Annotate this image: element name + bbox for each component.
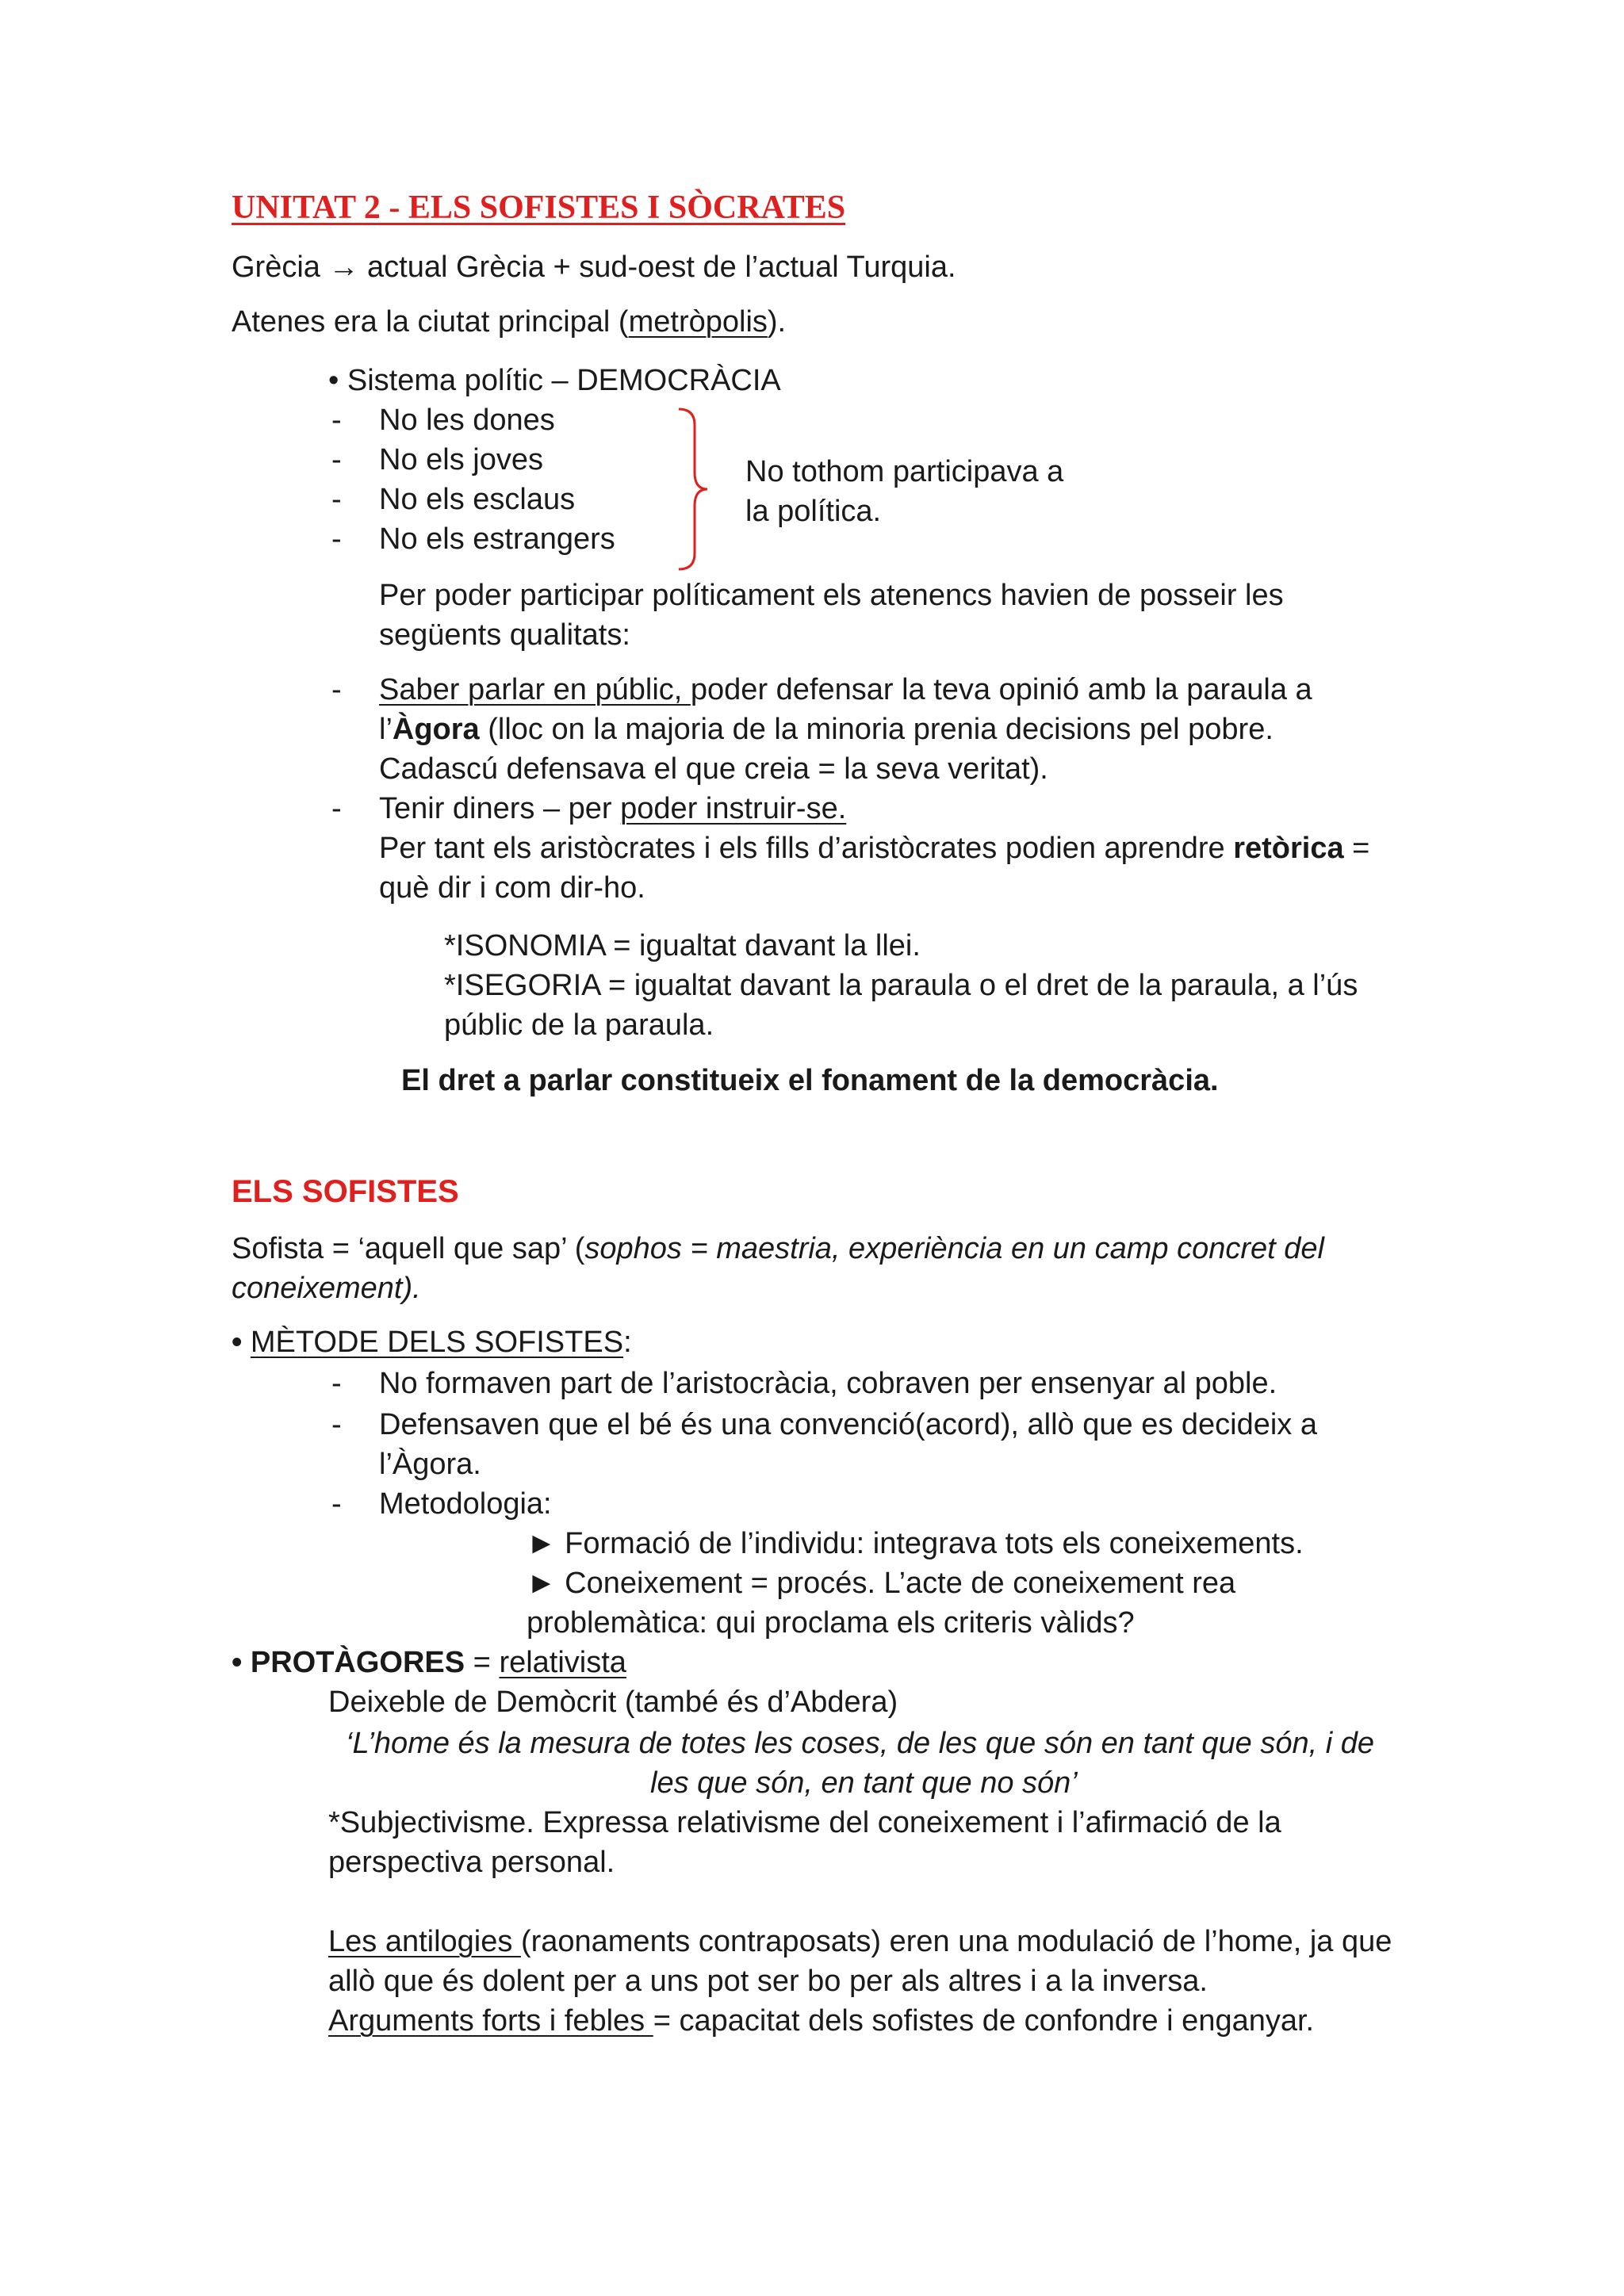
qualitat-1 (379, 670, 1312, 710)
metodologia-point (527, 1524, 1304, 1563)
text: = (465, 1646, 500, 1679)
paragraph: següents qualitats: (379, 618, 630, 652)
list-dash: - (331, 1367, 342, 1400)
text: Tenir diners – per (379, 792, 621, 825)
bold-term: • PROTÀGORES (232, 1646, 465, 1679)
text: Per tant els aristòcrates i els fills d’aristòcrates podien aprendre (379, 832, 1234, 865)
text: poder defensar la teva opinió amb la paraula a (690, 673, 1312, 706)
subjectivisme-line-2: perspectiva personal. (328, 1846, 615, 1879)
bold-term: Àgora (392, 713, 480, 746)
underlined-term: poder instruir-se. (620, 792, 847, 825)
list-item: No les dones (379, 404, 555, 437)
list-dash: - (331, 522, 342, 556)
dret-statement: El dret a parlar constitueix el fonament de la democràcia. (401, 1064, 1219, 1097)
underlined-term: Arguments forts i febles (328, 2004, 653, 2038)
list-item: No els estrangers (379, 522, 615, 556)
italic-text: sophos = maestria, experiència en un camp concret del (584, 1232, 1324, 1265)
underlined-term: relativista (499, 1646, 626, 1679)
curly-brace-icon (672, 406, 712, 572)
text: Sofista = ‘aquell que sap’ ( (232, 1232, 585, 1265)
intro-text: Grècia (232, 251, 329, 284)
metode-item: Defensaven que el bé és una convenció(acord), allò que es decideix a (379, 1408, 1317, 1441)
list-item: No els esclaus (379, 483, 576, 516)
section-heading-sofistes: ELS SOFISTES (232, 1174, 459, 1209)
metode-item-line-2: l’Àgora. (379, 1448, 481, 1481)
protagores-quote: ‘L’home és la mesura de totes les coses, de les que són en tant que són, i de (346, 1727, 1375, 1760)
text: l’ (379, 713, 393, 746)
arrow-right-icon: → (328, 251, 359, 284)
list-dash: - (331, 1408, 342, 1441)
protagores-heading (232, 1643, 626, 1682)
protagores-quote-line-2: les que són, en tant que no són’ (650, 1766, 1078, 1800)
list-dash: - (331, 673, 342, 706)
metodologia-point (527, 1563, 1235, 1603)
arguments-line (328, 2001, 1314, 2041)
intro-text: Atenes era la ciutat principal ( (232, 305, 629, 339)
intro-text: ). (767, 305, 787, 339)
list-dash: - (331, 443, 342, 476)
text: (raonaments contraposats) eren una modulació de l’home, ja que (520, 1925, 1392, 1958)
triangle-right-icon: ► (527, 1567, 557, 1600)
qualitat-1-line-3: Cadascú defensava el que creia = la seva veritat). (379, 752, 1048, 786)
page-title: UNITAT 2 - ELS SOFISTES I SÒCRATES (232, 189, 846, 226)
subjectivisme-line: *Subjectivisme. Expressa relativisme del coneixement i l’afirmació de la (328, 1806, 1281, 1839)
text: Coneixement = procés. L’acte de coneixement rea (556, 1567, 1236, 1600)
sofista-definition-line-2: coneixement). (232, 1272, 421, 1305)
underlined-term: Saber parlar en públic, (379, 673, 691, 706)
list-dash: - (331, 792, 342, 825)
bold-term: retòrica (1233, 832, 1344, 865)
metode-heading (232, 1322, 632, 1362)
isegoria-line: *ISEGORIA = igualtat davant la paraula o el dret de la paraula, a l’ús (444, 969, 1358, 1002)
underlined-term: metròpolis (628, 305, 768, 339)
antilogies-line (328, 1922, 1392, 1961)
underlined-term: Les antilogies (328, 1925, 521, 1958)
qualitat-1-line-2 (379, 710, 1274, 749)
text: Formació de l’individu: integrava tots els coneixements. (556, 1527, 1304, 1560)
metode-item: Metodologia: (379, 1487, 552, 1521)
metode-item: No formaven part de l’aristocràcia, cobraven per ensenyar al poble. (379, 1367, 1277, 1400)
text: (lloc on la majoria de la minoria prenia decisions pel pobre. (479, 713, 1274, 746)
list-dash: - (331, 404, 342, 437)
bullet: • (232, 1326, 251, 1359)
antilogies-line-2: allò que és dolent per a uns pot ser bo per als altres i a la inversa. (328, 1965, 1208, 1998)
intro-line-2 (232, 302, 786, 342)
qualitat-2 (379, 789, 846, 828)
list-dash: - (331, 483, 342, 516)
isegoria-line-2: públic de la paraula. (444, 1008, 714, 1042)
brace-note: No tothom participava a (745, 455, 1064, 488)
isonomia-line: *ISONOMIA = igualtat davant la llei. (444, 929, 921, 962)
list-dash: - (331, 1487, 342, 1521)
text: = (1343, 832, 1370, 865)
brace-note: la política. (745, 495, 882, 528)
text: : (623, 1326, 632, 1359)
intro-line-1 (232, 247, 956, 287)
underlined-term: MÈTODE DELS SOFISTES (250, 1326, 624, 1359)
sofista-definition (232, 1229, 1324, 1269)
triangle-right-icon: ► (527, 1527, 557, 1560)
sistema-heading: • Sistema polític – DEMOCRÀCIA (328, 364, 781, 397)
protagores-line: Deixeble de Demòcrit (també és d’Abdera) (328, 1686, 898, 1719)
metodologia-point-line-2: problemàtica: qui proclama els criteris vàlids? (527, 1606, 1135, 1640)
paragraph: Per poder participar políticament els atenencs havien de posseir les (379, 579, 1284, 612)
qualitat-2-line-2 (379, 828, 1369, 868)
list-item: No els joves (379, 443, 543, 476)
qualitat-2-line-3: què dir i com dir-ho. (379, 871, 645, 905)
intro-text: actual Grècia + sud-oest de l’actual Turquia. (358, 251, 956, 284)
text: = capacitat dels sofistes de confondre i enganyar. (653, 2004, 1315, 2038)
